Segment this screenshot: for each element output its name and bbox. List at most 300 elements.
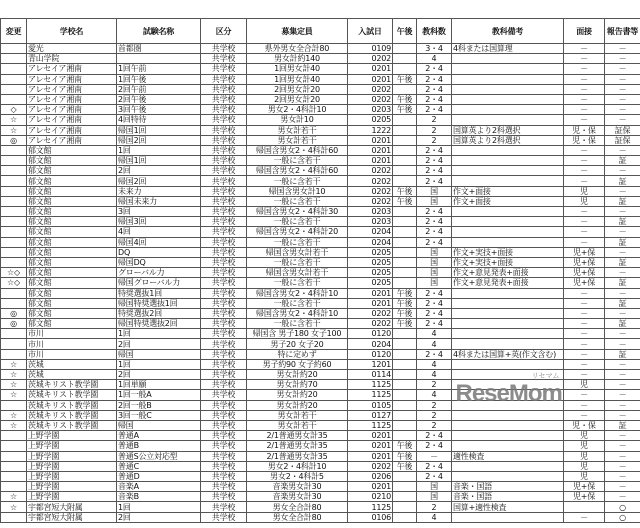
- category-cell: 共学校: [201, 298, 247, 308]
- change-mark-cell: [1, 247, 27, 257]
- school-name-cell: 上野学園: [27, 461, 117, 471]
- exam-name-cell: 1回午前: [117, 64, 201, 74]
- interview-cell: －: [564, 84, 605, 94]
- table-row: [1, 512, 640, 522]
- afternoon-cell: [393, 431, 417, 441]
- exam-date-cell: 0205: [348, 257, 393, 267]
- report-cell: －: [605, 390, 640, 400]
- capacity-cell: 2/1普通男女計35: [247, 451, 348, 461]
- exam-name-cell: 2回: [117, 370, 201, 380]
- afternoon-cell: 午後: [393, 186, 417, 196]
- school-name-cell: 郁文館: [27, 176, 117, 186]
- school-name-cell: 郁文館: [27, 186, 117, 196]
- exam-date-cell: 0120: [348, 329, 393, 339]
- afternoon-cell: 午後: [393, 74, 417, 84]
- exam-date-cell: 0203: [348, 217, 393, 227]
- school-name-cell: 郁文館: [27, 207, 117, 217]
- exam-name-cell: 帰国1回: [117, 125, 201, 135]
- subject-notes-cell: [452, 410, 564, 420]
- change-mark-cell: [1, 217, 27, 227]
- interview-cell: －: [564, 288, 605, 298]
- change-mark-cell: ☆: [1, 370, 27, 380]
- school-name-cell: 愛光: [27, 44, 117, 54]
- category-cell: 共学校: [201, 451, 247, 461]
- report-cell: 証: [605, 319, 640, 329]
- afternoon-cell: [393, 359, 417, 369]
- subject-notes-cell: [452, 176, 564, 186]
- school-name-cell: 上野学園: [27, 441, 117, 451]
- afternoon-cell: [393, 339, 417, 349]
- header-interview: 面接: [564, 19, 605, 44]
- report-cell: －: [605, 74, 640, 84]
- subject-notes-cell: 国算英より2科選択: [452, 135, 564, 145]
- school-name-cell: 上野学園: [27, 471, 117, 481]
- exam-name-cell: 2回: [117, 166, 201, 176]
- school-name-cell: 郁文館: [27, 227, 117, 237]
- header-exam-date: 入試日: [348, 19, 393, 44]
- interview-cell: －: [564, 319, 605, 329]
- header-subject-notes: 教科備考: [452, 19, 564, 44]
- category-cell: 共学校: [201, 227, 247, 237]
- school-name-cell: 郁文館: [27, 268, 117, 278]
- header-category: 区分: [201, 19, 247, 44]
- interview-cell: －: [564, 359, 605, 369]
- subject-notes-cell: 音楽・国語: [452, 482, 564, 492]
- subject-count-cell: 2・4: [417, 74, 452, 84]
- afternoon-cell: 午後: [393, 288, 417, 298]
- change-mark-cell: [1, 227, 27, 237]
- exam-name-cell: 普通A: [117, 431, 201, 441]
- interview-cell: 児: [564, 461, 605, 471]
- school-name-cell: アレセイア湘南: [27, 64, 117, 74]
- change-mark-cell: ◎: [1, 319, 27, 329]
- change-mark-cell: ☆◇: [1, 278, 27, 288]
- category-cell: 共学校: [201, 176, 247, 186]
- exam-name-cell: 普通S公立対応型: [117, 451, 201, 461]
- exam-date-cell: 0109: [348, 44, 393, 54]
- interview-cell: －: [564, 339, 605, 349]
- school-name-cell: 茨城: [27, 359, 117, 369]
- capacity-cell: 1回男女計40: [247, 74, 348, 84]
- subject-notes-cell: [452, 105, 564, 115]
- subject-notes-cell: [452, 94, 564, 104]
- capacity-cell: 音楽男女計30: [247, 492, 348, 502]
- subject-count-cell: 国: [417, 492, 452, 502]
- category-cell: 共学校: [201, 471, 247, 481]
- exam-date-cell: 0201: [348, 288, 393, 298]
- category-cell: 共学校: [201, 400, 247, 410]
- category-cell: 共学校: [201, 207, 247, 217]
- category-cell: 共学校: [201, 349, 247, 359]
- header-change-mark: 変更: [1, 19, 27, 44]
- category-cell: 共学校: [201, 247, 247, 257]
- category-cell: 共学校: [201, 420, 247, 430]
- change-mark-cell: [1, 441, 27, 451]
- school-name-cell: 茨城キリスト教学園: [27, 400, 117, 410]
- watermark-kana: リセマム: [531, 372, 560, 380]
- capacity-cell: 帰国含男女計10: [247, 186, 348, 196]
- capacity-cell: 帰国含男女2・4科計10: [247, 308, 348, 318]
- afternoon-cell: [393, 329, 417, 339]
- category-cell: 共学校: [201, 105, 247, 115]
- exam-date-cell: 0204: [348, 227, 393, 237]
- interview-cell: 児: [564, 196, 605, 206]
- subject-count-cell: 国: [417, 278, 452, 288]
- report-cell: －: [605, 115, 640, 125]
- exam-name-cell: 首都圏: [117, 44, 201, 54]
- afternoon-cell: [393, 257, 417, 267]
- report-cell: －: [605, 247, 640, 257]
- category-cell: 共学校: [201, 145, 247, 155]
- table-row: [1, 247, 640, 257]
- report-cell: －: [605, 370, 640, 380]
- change-mark-cell: ☆◇: [1, 268, 27, 278]
- interview-cell: －: [564, 166, 605, 176]
- exam-name-cell: 1回午後: [117, 74, 201, 84]
- afternoon-cell: 午後: [393, 441, 417, 451]
- table-row: [1, 227, 640, 237]
- category-cell: 共学校: [201, 431, 247, 441]
- subject-notes-cell: [452, 156, 564, 166]
- subject-count-cell: 2・4: [417, 237, 452, 247]
- exam-name-cell: 1回: [117, 145, 201, 155]
- afternoon-cell: [393, 278, 417, 288]
- subject-count-cell: 2・4: [417, 166, 452, 176]
- interview-cell: 児: [564, 380, 605, 390]
- subject-notes-cell: 作文+面接: [452, 186, 564, 196]
- category-cell: 共学校: [201, 44, 247, 54]
- subject-notes-cell: [452, 115, 564, 125]
- category-cell: 共学校: [201, 268, 247, 278]
- exam-name-cell: 帰国4回: [117, 237, 201, 247]
- category-cell: 共学校: [201, 135, 247, 145]
- report-cell: －: [605, 105, 640, 115]
- capacity-cell: 帰国含男女2・4科計30: [247, 207, 348, 217]
- category-cell: 共学校: [201, 308, 247, 318]
- header-subject-count: 教科数: [417, 19, 452, 44]
- header-row: [1, 19, 640, 44]
- school-name-cell: 郁文館: [27, 166, 117, 176]
- school-name-cell: 茨城キリスト教学園: [27, 420, 117, 430]
- interview-cell: －: [564, 176, 605, 186]
- subject-count-cell: 4: [417, 512, 452, 522]
- exam-name-cell: 3回午後: [117, 105, 201, 115]
- capacity-cell: 男女全合計80: [247, 502, 348, 512]
- capacity-cell: 男女計約20: [247, 390, 348, 400]
- subject-count-cell: 2: [417, 380, 452, 390]
- interview-cell: －: [564, 94, 605, 104]
- exam-name-cell: 2回: [117, 339, 201, 349]
- exam-name-cell: DQ: [117, 247, 201, 257]
- school-name-cell: 上野学園: [27, 482, 117, 492]
- table-row: [1, 319, 640, 329]
- exam-date-cell: 0201: [348, 135, 393, 145]
- report-cell: 証: [605, 257, 640, 267]
- capacity-cell: 男女2・4科計5: [247, 471, 348, 481]
- school-name-cell: 上野学園: [27, 492, 117, 502]
- school-name-cell: 市川: [27, 339, 117, 349]
- exam-date-cell: 0105: [348, 400, 393, 410]
- interview-cell: －: [564, 237, 605, 247]
- afternoon-cell: [393, 370, 417, 380]
- subject-count-cell: 2: [417, 420, 452, 430]
- subject-notes-cell: [452, 431, 564, 441]
- report-cell: 証: [605, 420, 640, 430]
- exam-name-cell: 帰国DQ: [117, 257, 201, 267]
- afternoon-cell: 午後: [393, 94, 417, 104]
- report-cell: －: [605, 410, 640, 420]
- category-cell: 共学校: [201, 482, 247, 492]
- category-cell: 共学校: [201, 380, 247, 390]
- interview-cell: －: [564, 298, 605, 308]
- report-cell: －: [605, 471, 640, 481]
- subject-count-cell: 2・4: [417, 227, 452, 237]
- capacity-cell: 男女2・4科計10: [247, 461, 348, 471]
- afternoon-cell: 午後: [393, 298, 417, 308]
- capacity-cell: 男女計若干: [247, 125, 348, 135]
- exam-date-cell: 0127: [348, 410, 393, 420]
- subject-count-cell: 2: [417, 502, 452, 512]
- subject-notes-cell: [452, 74, 564, 84]
- interview-cell: －: [564, 44, 605, 54]
- exam-date-cell: 0201: [348, 482, 393, 492]
- change-mark-cell: [1, 329, 27, 339]
- subject-notes-cell: [452, 54, 564, 64]
- subject-count-cell: 国: [417, 257, 452, 267]
- exam-date-cell: 0202: [348, 84, 393, 94]
- category-cell: 共学校: [201, 339, 247, 349]
- afternoon-cell: [393, 512, 417, 522]
- interview-cell: 児: [564, 186, 605, 196]
- exam-date-cell: 0206: [348, 471, 393, 481]
- subject-count-cell: 4: [417, 390, 452, 400]
- subject-notes-cell: [452, 207, 564, 217]
- exam-name-cell: 普通C: [117, 461, 201, 471]
- exam-date-cell: 0201: [348, 431, 393, 441]
- interview-cell: －: [564, 308, 605, 318]
- change-mark-cell: ☆: [1, 380, 27, 390]
- exam-name-cell: 帰国グローバル力: [117, 278, 201, 288]
- school-name-cell: 郁文館: [27, 156, 117, 166]
- capacity-cell: 一般に含若干: [247, 278, 348, 288]
- exam-date-cell: 0202: [348, 196, 393, 206]
- subject-count-cell: 2・4: [417, 288, 452, 298]
- school-name-cell: 郁文館: [27, 196, 117, 206]
- interview-cell: －: [564, 156, 605, 166]
- category-cell: 共学校: [201, 278, 247, 288]
- exam-date-cell: 0203: [348, 207, 393, 217]
- header-report: 報告書等: [605, 19, 640, 44]
- capacity-cell: 帰国含 男子180 女子100: [247, 329, 348, 339]
- interview-cell: 児: [564, 471, 605, 481]
- subject-notes-cell: [452, 420, 564, 430]
- interview-cell: －: [564, 349, 605, 359]
- subject-count-cell: 2・4: [417, 94, 452, 104]
- report-cell: －: [605, 54, 640, 64]
- exam-name-cell: 帰国: [117, 420, 201, 430]
- exam-name-cell: 3回: [117, 207, 201, 217]
- report-cell: －: [605, 359, 640, 369]
- change-mark-cell: [1, 54, 27, 64]
- category-cell: 共学校: [201, 319, 247, 329]
- school-name-cell: アレセイア湘南: [27, 135, 117, 145]
- afternoon-cell: [393, 420, 417, 430]
- resemom-watermark-logo: [456, 373, 560, 407]
- exam-name-cell: 4回特待: [117, 115, 201, 125]
- exam-name-cell: 普通B: [117, 441, 201, 451]
- table-row: [1, 431, 640, 441]
- table-row: [1, 420, 640, 430]
- exam-name-cell: 帰国特奨選抜1回: [117, 298, 201, 308]
- exam-name-cell: 帰国未来力: [117, 196, 201, 206]
- subject-count-cell: 2・4: [417, 176, 452, 186]
- subject-count-cell: 国: [417, 268, 452, 278]
- exam-date-cell: 0114: [348, 370, 393, 380]
- exam-date-cell: 0202: [348, 319, 393, 329]
- capacity-cell: 男子20 女子20: [247, 339, 348, 349]
- report-cell: 証: [605, 298, 640, 308]
- table-row: [1, 176, 640, 186]
- table-row: [1, 207, 640, 217]
- header-afternoon: 午後: [393, 19, 417, 44]
- interview-cell: －: [564, 54, 605, 64]
- table-row: [1, 339, 640, 349]
- subject-notes-cell: [452, 166, 564, 176]
- interview-cell: －: [564, 105, 605, 115]
- subject-count-cell: 2: [417, 125, 452, 135]
- table-row: [1, 217, 640, 227]
- exam-date-cell: 0201: [348, 74, 393, 84]
- subject-notes-cell: [452, 359, 564, 369]
- subject-notes-cell: [452, 145, 564, 155]
- afternoon-cell: [393, 268, 417, 278]
- subject-count-cell: 2・4: [417, 471, 452, 481]
- capacity-cell: 2/1普通男女計35: [247, 441, 348, 451]
- interview-cell: －: [564, 370, 605, 380]
- exam-date-cell: 1125: [348, 502, 393, 512]
- interview-cell: －: [564, 145, 605, 155]
- category-cell: 共学校: [201, 390, 247, 400]
- school-name-cell: 郁文館: [27, 308, 117, 318]
- exam-name-cell: [117, 54, 201, 64]
- exam-name-cell: 普通D: [117, 471, 201, 481]
- interview-cell: 児+保: [564, 247, 605, 257]
- report-cell: －: [605, 400, 640, 410]
- afternoon-cell: [393, 145, 417, 155]
- school-name-cell: アレセイア湘南: [27, 115, 117, 125]
- subject-notes-cell: 国算+適性検査: [452, 502, 564, 512]
- table-row: [1, 237, 640, 247]
- school-name-cell: アレセイア湘南: [27, 74, 117, 84]
- capacity-cell: 帰国含男女2・4科計60: [247, 166, 348, 176]
- subject-count-cell: 4: [417, 54, 452, 64]
- change-mark-cell: ◇: [1, 105, 27, 115]
- change-mark-cell: [1, 482, 27, 492]
- category-cell: 共学校: [201, 64, 247, 74]
- capacity-cell: 男女計10: [247, 115, 348, 125]
- subject-count-cell: 2・4: [417, 461, 452, 471]
- exam-date-cell: 0202: [348, 176, 393, 186]
- capacity-cell: 男女2・4科計10: [247, 105, 348, 115]
- subject-count-cell: 4: [417, 329, 452, 339]
- school-name-cell: 宇都宮短大附属: [27, 502, 117, 512]
- table-row: [1, 94, 640, 104]
- subject-count-cell: 2: [417, 410, 452, 420]
- afternoon-cell: [393, 125, 417, 135]
- subject-count-cell: 2・4: [417, 441, 452, 451]
- watermark-brand: ReseMom: [455, 379, 562, 407]
- subject-count-cell: 2・4: [417, 319, 452, 329]
- exam-name-cell: 帰国特奨選抜2回: [117, 319, 201, 329]
- school-name-cell: 茨城キリスト教学園: [27, 390, 117, 400]
- exam-schedule-table: [0, 18, 640, 523]
- category-cell: 共学校: [201, 94, 247, 104]
- change-mark-cell: [1, 471, 27, 481]
- exam-name-cell: 1回: [117, 329, 201, 339]
- exam-date-cell: 0203: [348, 105, 393, 115]
- change-mark-cell: [1, 64, 27, 74]
- category-cell: 共学校: [201, 441, 247, 451]
- subject-notes-cell: 作文+意見発表+面接: [452, 268, 564, 278]
- exam-name-cell: 帰国3回: [117, 217, 201, 227]
- exam-name-cell: 2回一般B: [117, 400, 201, 410]
- category-cell: 共学校: [201, 502, 247, 512]
- header-school-name: 学校名: [27, 19, 117, 44]
- exam-date-cell: 0202: [348, 54, 393, 64]
- afternoon-cell: [393, 207, 417, 217]
- report-cell: －: [605, 431, 640, 441]
- category-cell: 共学校: [201, 237, 247, 247]
- capacity-cell: 一般に含若干: [247, 156, 348, 166]
- exam-date-cell: 0210: [348, 492, 393, 502]
- interview-cell: 児: [564, 451, 605, 461]
- change-mark-cell: ☆: [1, 492, 27, 502]
- category-cell: 共学校: [201, 125, 247, 135]
- afternoon-cell: [393, 502, 417, 512]
- school-name-cell: 郁文館: [27, 237, 117, 247]
- subject-notes-cell: 作文+面接: [452, 196, 564, 206]
- school-name-cell: 郁文館: [27, 288, 117, 298]
- change-mark-cell: ◎: [1, 135, 27, 145]
- table-row: [1, 156, 640, 166]
- interview-cell: －: [564, 227, 605, 237]
- report-cell: －: [605, 227, 640, 237]
- subject-count-cell: 2・4: [417, 145, 452, 155]
- table-row: [1, 288, 640, 298]
- exam-name-cell: 2回: [117, 512, 201, 522]
- school-name-cell: 市川: [27, 329, 117, 339]
- interview-cell: －: [564, 410, 605, 420]
- interview-cell: －: [564, 74, 605, 84]
- report-cell: －: [605, 339, 640, 349]
- change-mark-cell: ☆: [1, 410, 27, 420]
- report-cell: －: [605, 461, 640, 471]
- table-row: [1, 84, 640, 94]
- school-name-cell: 青山学院: [27, 54, 117, 64]
- capacity-cell: 男子約90 女子約60: [247, 359, 348, 369]
- exam-date-cell: 0204: [348, 237, 393, 247]
- capacity-cell: 1回男女計40: [247, 64, 348, 74]
- school-name-cell: アレセイア湘南: [27, 94, 117, 104]
- interview-cell: 児+保: [564, 268, 605, 278]
- change-mark-cell: ☆: [1, 420, 27, 430]
- table-row: [1, 186, 640, 196]
- capacity-cell: 音楽男女計30: [247, 482, 348, 492]
- report-cell: －: [605, 482, 640, 492]
- exam-date-cell: 0205: [348, 247, 393, 257]
- change-mark-cell: [1, 44, 27, 54]
- school-name-cell: 郁文館: [27, 247, 117, 257]
